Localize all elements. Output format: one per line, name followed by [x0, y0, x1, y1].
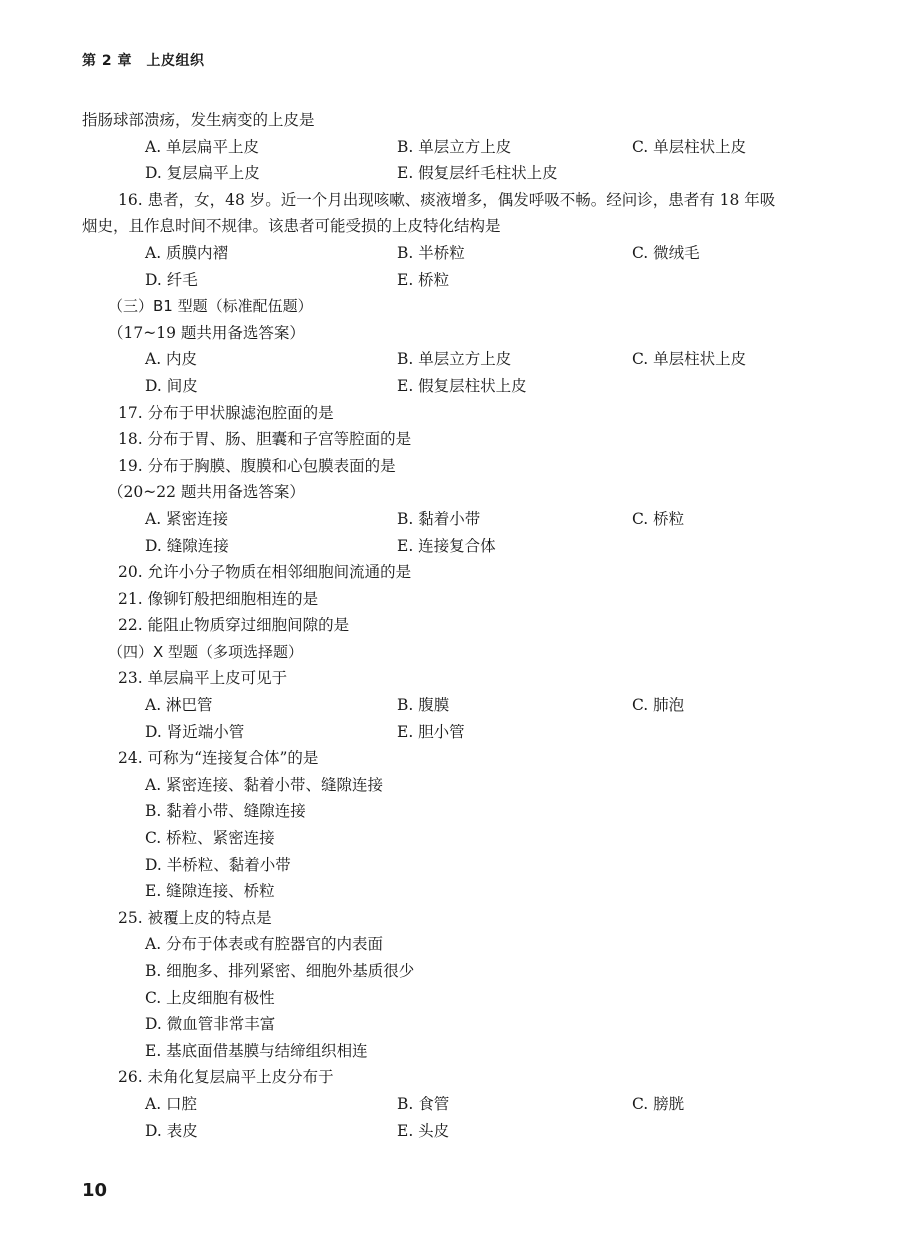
option: B. 单层立方上皮	[397, 137, 512, 156]
page-number: 10	[82, 1180, 108, 1201]
option: B. 黏着小带	[397, 509, 481, 528]
option: D. 间皮	[145, 376, 198, 395]
question-text: 烟史，且作息时间不规律。该患者可能受损的上皮特化结构是	[82, 217, 501, 236]
option: B. 单层立方上皮	[397, 350, 512, 369]
question-text: 19. 分布于胸膜、腹膜和心包膜表面的是	[118, 456, 396, 475]
section-heading: （四）X 型题（多项选择题）	[108, 642, 304, 661]
option: C. 桥粒	[632, 509, 685, 528]
option: E. 桥粒	[397, 270, 450, 289]
option-row	[0, 1118, 900, 1145]
question-text: 26. 未角化复层扁平上皮分布于	[118, 1068, 334, 1087]
option: A. 质膜内褶	[145, 243, 229, 262]
option: A. 口腔	[145, 1094, 198, 1113]
option-row	[0, 719, 900, 746]
option: A. 紧密连接、黏着小带、缝隙连接	[145, 775, 384, 794]
question-text: 24. 可称为“连接复合体”的是	[118, 749, 319, 768]
option: E. 假复层纤毛柱状上皮	[397, 164, 558, 183]
option: E. 胆小管	[397, 722, 465, 741]
option: C. 桥粒、紧密连接	[145, 829, 275, 848]
option: A. 内皮	[145, 350, 198, 369]
question-text: 25. 被覆上皮的特点是	[118, 908, 272, 927]
option-row	[0, 692, 900, 719]
option: C. 肺泡	[632, 696, 685, 715]
question-text: 22. 能阻止物质穿过细胞间隙的是	[118, 616, 350, 635]
option: D. 半桥粒、黏着小带	[145, 855, 291, 874]
option: C. 上皮细胞有极性	[145, 988, 275, 1007]
option-row	[0, 160, 900, 187]
group-note: （20~22 题共用备选答案）	[108, 483, 305, 502]
option: E. 缝隙连接、桥粒	[145, 882, 275, 901]
option: A. 单层扁平上皮	[145, 137, 260, 156]
option: E. 假复层柱状上皮	[397, 376, 527, 395]
question-text: 20. 允许小分子物质在相邻细胞间流通的是	[118, 563, 412, 582]
question-text: 16. 患者，女，48 岁。近一个月出现咳嗽、痰液增多，偶发呼吸不畅。经问诊，患者有 18 年吸	[118, 190, 776, 209]
option-row	[0, 1091, 900, 1118]
option: C. 单层柱状上皮	[632, 137, 747, 156]
question-text: 23. 单层扁平上皮可见于	[118, 669, 288, 688]
option: B. 腹膜	[397, 696, 450, 715]
option: A. 紧密连接	[145, 509, 229, 528]
option: D. 微血管非常丰富	[145, 1015, 276, 1034]
option: B. 细胞多、排列紧密、细胞外基质很少	[145, 962, 415, 980]
question-text: 指肠球部溃疡，发生病变的上皮是	[82, 111, 315, 129]
option-row	[0, 267, 900, 294]
option: C. 微绒毛	[632, 243, 700, 262]
question-text: 17. 分布于甲状腺滤泡腔面的是	[118, 403, 334, 422]
option: B. 黏着小带、缝隙连接	[145, 802, 306, 821]
option: B. 食管	[397, 1094, 450, 1113]
option: E. 连接复合体	[397, 536, 496, 555]
option-row	[0, 506, 900, 533]
option-row	[0, 373, 900, 400]
option: D. 缝隙连接	[145, 536, 229, 555]
question-text: 18. 分布于胃、肠、胆囊和子宫等腔面的是	[118, 430, 412, 449]
option-row	[0, 240, 900, 267]
option-row	[0, 533, 900, 560]
option: D. 表皮	[145, 1121, 198, 1140]
option-row	[0, 346, 900, 373]
option: C. 膀胱	[632, 1094, 685, 1113]
option: E. 头皮	[397, 1121, 450, 1140]
option: D. 复层扁平上皮	[145, 164, 260, 183]
option: E. 基底面借基膜与结缔组织相连	[145, 1041, 368, 1060]
option: C. 单层柱状上皮	[632, 350, 747, 369]
section-heading: （三）B1 型题（标准配伍题）	[108, 297, 313, 316]
group-note: （17~19 题共用备选答案）	[108, 323, 305, 342]
chapter-header: 第 2 章 上皮组织	[82, 53, 205, 69]
option-row	[0, 134, 900, 161]
option: A. 淋巴管	[145, 696, 213, 715]
question-text: 21. 像铆钉般把细胞相连的是	[118, 589, 319, 608]
option: D. 肾近端小管	[145, 722, 245, 741]
option: A. 分布于体表或有腔器官的内表面	[145, 935, 384, 954]
option: D. 纤毛	[145, 270, 198, 289]
question-content	[0, 107, 900, 1144]
option: B. 半桥粒	[397, 243, 465, 262]
